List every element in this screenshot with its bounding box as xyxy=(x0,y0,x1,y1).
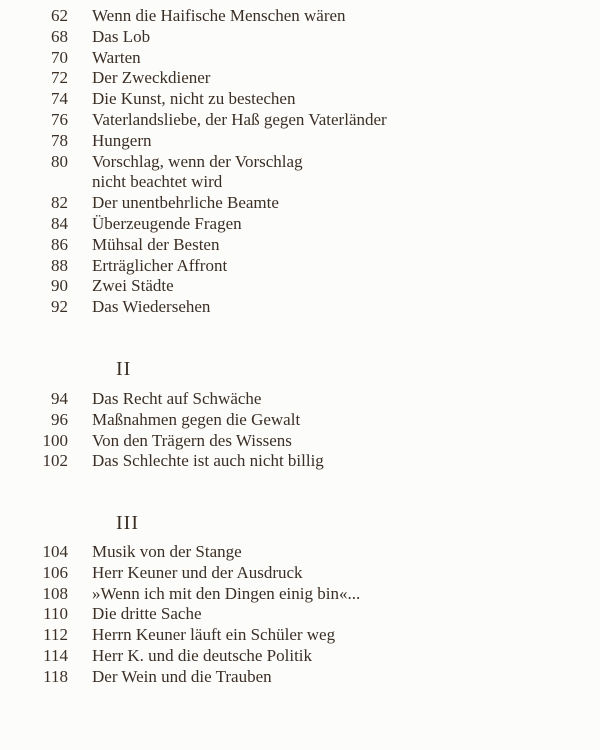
page-number: 74 xyxy=(51,89,68,109)
entry-title: Das Wiedersehen xyxy=(92,297,211,317)
toc-section-1 xyxy=(0,6,600,318)
entry-title: Der Wein und die Trauben xyxy=(92,666,272,686)
toc-entry[interactable] xyxy=(0,48,600,69)
entry-title: Die dritte Sache xyxy=(92,604,202,624)
page-number: 112 xyxy=(43,625,68,645)
toc-entry[interactable] xyxy=(0,542,600,563)
page-number: 92 xyxy=(51,297,68,317)
toc-entry[interactable] xyxy=(0,389,600,410)
entry-title: Herr K. und die deutsche Politik xyxy=(92,645,313,665)
toc-entry[interactable] xyxy=(0,27,600,48)
toc-entry[interactable] xyxy=(0,604,600,625)
entry-title: Hungern xyxy=(92,130,152,150)
page-number: 86 xyxy=(51,234,68,254)
entry-title: »Wenn ich mit den Dingen einig bin«... xyxy=(92,583,361,603)
toc-entry[interactable] xyxy=(0,410,600,431)
entry-title: Der unentbehrliche Beamte xyxy=(92,193,279,213)
toc-entry[interactable] xyxy=(0,193,600,214)
entry-title: Erträglicher Affront xyxy=(92,255,228,275)
section-heading-2: II xyxy=(116,358,132,380)
page-number: 68 xyxy=(51,26,68,46)
page-number: 62 xyxy=(51,6,68,25)
section-heading-3: III xyxy=(116,512,139,534)
page-number: 100 xyxy=(42,430,68,450)
page-number: 110 xyxy=(43,604,68,624)
page-number: 102 xyxy=(42,451,68,471)
page-number: 72 xyxy=(51,68,68,88)
page-number: 114 xyxy=(43,645,68,665)
page-number: 70 xyxy=(51,47,68,67)
toc-entry[interactable] xyxy=(0,431,600,452)
toc-entry[interactable] xyxy=(0,584,600,605)
page-number: 104 xyxy=(42,542,68,561)
toc-section-3 xyxy=(0,542,600,688)
toc-entry[interactable] xyxy=(0,131,600,152)
toc-entry[interactable] xyxy=(0,214,600,235)
entry-title: Warten xyxy=(92,47,141,67)
page-number: 88 xyxy=(51,255,68,275)
entry-title: Mühsal der Besten xyxy=(92,234,220,254)
page-number: 80 xyxy=(51,151,68,171)
toc-entry[interactable] xyxy=(0,451,600,472)
toc-entry[interactable] xyxy=(0,276,600,297)
entry-title: Wenn die Haifische Menschen wären xyxy=(92,6,346,25)
page-number: 106 xyxy=(42,562,68,582)
page-number: 82 xyxy=(51,193,68,213)
toc-entry[interactable] xyxy=(0,68,600,89)
toc-entry[interactable] xyxy=(0,152,600,194)
page-number: 108 xyxy=(42,583,68,603)
entry-title: Von den Trägern des Wissens xyxy=(92,430,292,450)
toc-entry[interactable] xyxy=(0,89,600,110)
toc-entry[interactable] xyxy=(0,297,600,318)
toc-entry[interactable] xyxy=(0,625,600,646)
entry-title: Vaterlandsliebe, der Haß gegen Vaterländer xyxy=(92,109,387,129)
toc-entry[interactable] xyxy=(0,110,600,131)
page-number: 94 xyxy=(51,389,68,408)
entry-title: Das Schlechte ist auch nicht billig xyxy=(92,451,324,471)
page-number: 84 xyxy=(51,213,68,233)
page-number: 76 xyxy=(51,109,68,129)
page-number: 118 xyxy=(43,666,68,686)
page-number: 96 xyxy=(51,409,68,429)
entry-title: Der Zweckdiener xyxy=(92,68,211,88)
entry-title: Überzeugende Fragen xyxy=(92,213,242,233)
toc-section-2 xyxy=(0,389,600,472)
toc-entry[interactable] xyxy=(0,256,600,277)
entry-title: Herr Keuner und der Ausdruck xyxy=(92,562,303,582)
page-number: 78 xyxy=(51,130,68,150)
entry-title: Vorschlag, wenn der Vorschlag nicht beachtet wird xyxy=(92,151,303,192)
toc-entry[interactable] xyxy=(0,6,600,27)
toc-entry[interactable] xyxy=(0,667,600,688)
entry-title: Die Kunst, nicht zu bestechen xyxy=(92,89,296,109)
entry-title: Maßnahmen gegen die Gewalt xyxy=(92,409,301,429)
entry-title: Das Lob xyxy=(92,26,151,46)
entry-title: Musik von der Stange xyxy=(92,542,242,561)
entry-title: Herrn Keuner läuft ein Schüler weg xyxy=(92,625,336,645)
toc-entry[interactable] xyxy=(0,646,600,667)
page-number: 90 xyxy=(51,276,68,296)
toc-entry[interactable] xyxy=(0,235,600,256)
entry-title: Zwei Städte xyxy=(92,276,174,296)
entry-title: Das Recht auf Schwäche xyxy=(92,389,262,408)
toc-entry[interactable] xyxy=(0,563,600,584)
